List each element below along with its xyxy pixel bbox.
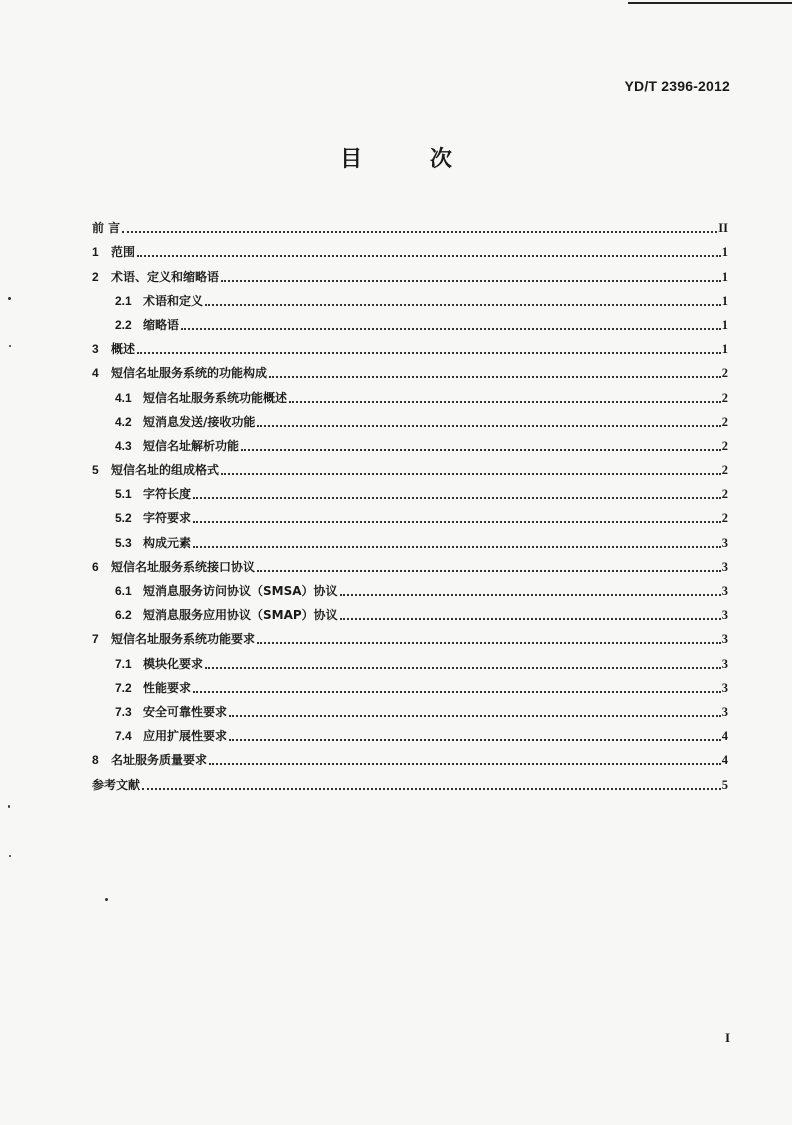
table-of-contents bbox=[92, 212, 728, 793]
toc-entry[interactable] bbox=[92, 406, 728, 430]
toc-entry-number: 4.2 bbox=[115, 414, 132, 429]
toc-entry-page: 1 bbox=[721, 293, 728, 308]
toc-entry-number: 6 bbox=[92, 559, 99, 574]
toc-entry-label: 术语、定义和缩略语 bbox=[111, 269, 220, 284]
toc-entry-label: 性能要求 bbox=[143, 680, 192, 695]
toc-leader-dots bbox=[209, 763, 721, 765]
toc-entry[interactable] bbox=[92, 357, 728, 381]
toc-entry-label: 参考文献 bbox=[92, 777, 141, 792]
toc-entry-label: 短信名址服务系统的功能构成 bbox=[111, 366, 268, 381]
toc-entry-label: 短信名址的组成格式 bbox=[111, 463, 220, 478]
toc-entry[interactable] bbox=[92, 285, 728, 309]
toc-entry-label: 短信名址服务系统功能要求 bbox=[111, 632, 256, 647]
toc-entry-page: 3 bbox=[721, 535, 728, 550]
toc-leader-dots bbox=[289, 401, 721, 403]
toc-entry-label: 安全可靠性要求 bbox=[143, 704, 228, 719]
toc-entry-number: 5.2 bbox=[115, 511, 132, 526]
toc-entry[interactable] bbox=[92, 551, 728, 575]
toc-leader-dots bbox=[269, 376, 721, 378]
toc-entry-label: 短消息服务访问协议（SMSA）协议 bbox=[143, 584, 338, 598]
toc-entry[interactable] bbox=[92, 333, 728, 357]
toc-entry-label: 前 言 bbox=[92, 221, 121, 236]
scan-speck bbox=[105, 898, 108, 901]
toc-entry-number: 7.2 bbox=[115, 680, 132, 695]
toc-leader-dots bbox=[229, 739, 721, 741]
scan-speck bbox=[8, 805, 10, 808]
toc-entry-label: 模块化要求 bbox=[143, 656, 204, 671]
scan-speck bbox=[9, 855, 11, 857]
toc-entry-page: 1 bbox=[721, 317, 728, 332]
toc-entry-number: 4.3 bbox=[115, 438, 132, 453]
toc-entry[interactable] bbox=[92, 623, 728, 647]
toc-entry-page: 3 bbox=[721, 704, 728, 719]
toc-entry-page: 1 bbox=[721, 342, 728, 357]
scan-speck bbox=[9, 345, 11, 347]
toc-entry[interactable] bbox=[92, 575, 728, 599]
top-rule bbox=[628, 2, 792, 4]
toc-leader-dots bbox=[142, 788, 721, 790]
toc-entry[interactable] bbox=[92, 381, 728, 405]
toc-entry-number: 2 bbox=[92, 269, 99, 284]
toc-entry-label: 短消息服务应用协议（SMAP）协议 bbox=[143, 608, 338, 623]
toc-entry[interactable] bbox=[92, 696, 728, 720]
toc-entry-page: 2 bbox=[721, 487, 728, 502]
toc-entry-number: 8 bbox=[92, 753, 99, 768]
toc-leader-dots bbox=[193, 691, 721, 693]
toc-entry-number: 6.2 bbox=[115, 608, 132, 623]
toc-entry-number: 5 bbox=[92, 463, 99, 478]
toc-entry-label: 应用扩展性要求 bbox=[143, 729, 228, 744]
toc-leader-dots bbox=[205, 667, 721, 669]
toc-entry[interactable] bbox=[92, 502, 728, 526]
toc-leader-dots bbox=[221, 473, 721, 475]
toc-entry-number: 7 bbox=[92, 632, 99, 647]
toc-leader-dots bbox=[193, 497, 721, 499]
toc-entry[interactable] bbox=[92, 672, 728, 696]
toc-leader-dots bbox=[137, 352, 721, 354]
toc-entry[interactable] bbox=[92, 236, 728, 260]
toc-entry[interactable] bbox=[92, 720, 728, 744]
toc-entry[interactable] bbox=[92, 454, 728, 478]
toc-leader-dots bbox=[122, 231, 717, 233]
toc-entry-number: 4 bbox=[92, 366, 99, 381]
toc-entry[interactable] bbox=[92, 599, 728, 623]
toc-entry-number: 5.1 bbox=[115, 487, 132, 502]
toc-entry[interactable] bbox=[92, 212, 728, 236]
toc-leader-dots bbox=[181, 328, 721, 330]
toc-entry[interactable] bbox=[92, 768, 728, 792]
toc-entry-label: 概述 bbox=[111, 342, 136, 357]
toc-entry[interactable] bbox=[92, 478, 728, 502]
toc-entry-label: 字符要求 bbox=[143, 511, 192, 526]
toc-leader-dots bbox=[137, 255, 721, 257]
toc-entry-number: 7.3 bbox=[115, 704, 132, 719]
toc-entry-label: 范围 bbox=[111, 245, 136, 260]
toc-entry-label: 字符长度 bbox=[143, 487, 192, 502]
toc-entry-number: 1 bbox=[92, 245, 99, 260]
toc-entry-page: 2 bbox=[721, 463, 728, 478]
toc-entry-number: 4.1 bbox=[115, 390, 132, 405]
toc-entry-page: 2 bbox=[721, 511, 728, 526]
toc-entry-page: 2 bbox=[721, 366, 728, 381]
toc-entry-number: 2.1 bbox=[115, 293, 132, 308]
toc-entry-number: 5.3 bbox=[115, 535, 132, 550]
toc-entry-page: 2 bbox=[721, 438, 728, 453]
toc-entry-page: 2 bbox=[721, 390, 728, 405]
toc-leader-dots bbox=[193, 521, 721, 523]
toc-entry-page: 3 bbox=[721, 584, 728, 598]
toc-entry-page: 5 bbox=[721, 777, 728, 792]
toc-leader-dots bbox=[257, 642, 721, 644]
toc-entry-label: 缩略语 bbox=[143, 317, 180, 332]
toc-entry[interactable] bbox=[92, 647, 728, 671]
scan-speck bbox=[8, 297, 11, 300]
toc-leader-dots bbox=[241, 449, 721, 451]
toc-entry-label: 术语和定义 bbox=[143, 293, 204, 308]
toc-entry-page: II bbox=[718, 221, 728, 236]
page-number: I bbox=[724, 1030, 730, 1045]
toc-entry-number: 6.1 bbox=[115, 584, 132, 598]
toc-entry-page: 1 bbox=[721, 269, 728, 284]
toc-leader-dots bbox=[221, 280, 721, 282]
toc-entry-page: 2 bbox=[721, 414, 728, 429]
toc-entry[interactable] bbox=[92, 430, 728, 454]
standard-code: YD/T 2396-2012 bbox=[624, 78, 730, 94]
toc-entry-page: 1 bbox=[721, 245, 728, 260]
toc-entry[interactable] bbox=[92, 744, 728, 768]
toc-leader-dots bbox=[193, 546, 721, 548]
toc-leader-dots bbox=[229, 715, 721, 717]
toc-entry-number: 3 bbox=[92, 342, 99, 357]
toc-entry-page: 3 bbox=[721, 608, 728, 623]
toc-entry[interactable] bbox=[92, 309, 728, 333]
toc-entry-number: 2.2 bbox=[115, 317, 132, 332]
toc-entry-page: 4 bbox=[721, 729, 728, 744]
toc-entry-label: 短信名址解析功能 bbox=[143, 438, 240, 453]
toc-entry-number: 7.4 bbox=[115, 729, 132, 744]
page-title: 目 次 bbox=[340, 147, 482, 172]
toc-entry-page: 3 bbox=[721, 559, 728, 574]
toc-entry-label: 名址服务质量要求 bbox=[111, 753, 208, 768]
toc-leader-dots bbox=[205, 304, 721, 306]
toc-entry[interactable] bbox=[92, 260, 728, 284]
toc-entry-page: 3 bbox=[721, 680, 728, 695]
toc-leader-dots bbox=[257, 425, 720, 427]
toc-entry-label: 短信名址服务系统接口协议 bbox=[111, 559, 256, 574]
toc-entry-page: 3 bbox=[721, 656, 728, 671]
toc-leader-dots bbox=[340, 594, 721, 596]
toc-entry-page: 3 bbox=[721, 632, 728, 647]
toc-entry-label: 构成元素 bbox=[143, 535, 192, 550]
toc-leader-dots bbox=[340, 618, 721, 620]
toc-entry-label: 短消息发送/接收功能 bbox=[143, 414, 256, 429]
toc-entry-number: 7.1 bbox=[115, 656, 132, 671]
toc-entry[interactable] bbox=[92, 526, 728, 550]
toc-leader-dots bbox=[257, 570, 721, 572]
toc-entry-page: 4 bbox=[721, 753, 728, 768]
toc-entry-label: 短信名址服务系统功能概述 bbox=[143, 390, 288, 405]
